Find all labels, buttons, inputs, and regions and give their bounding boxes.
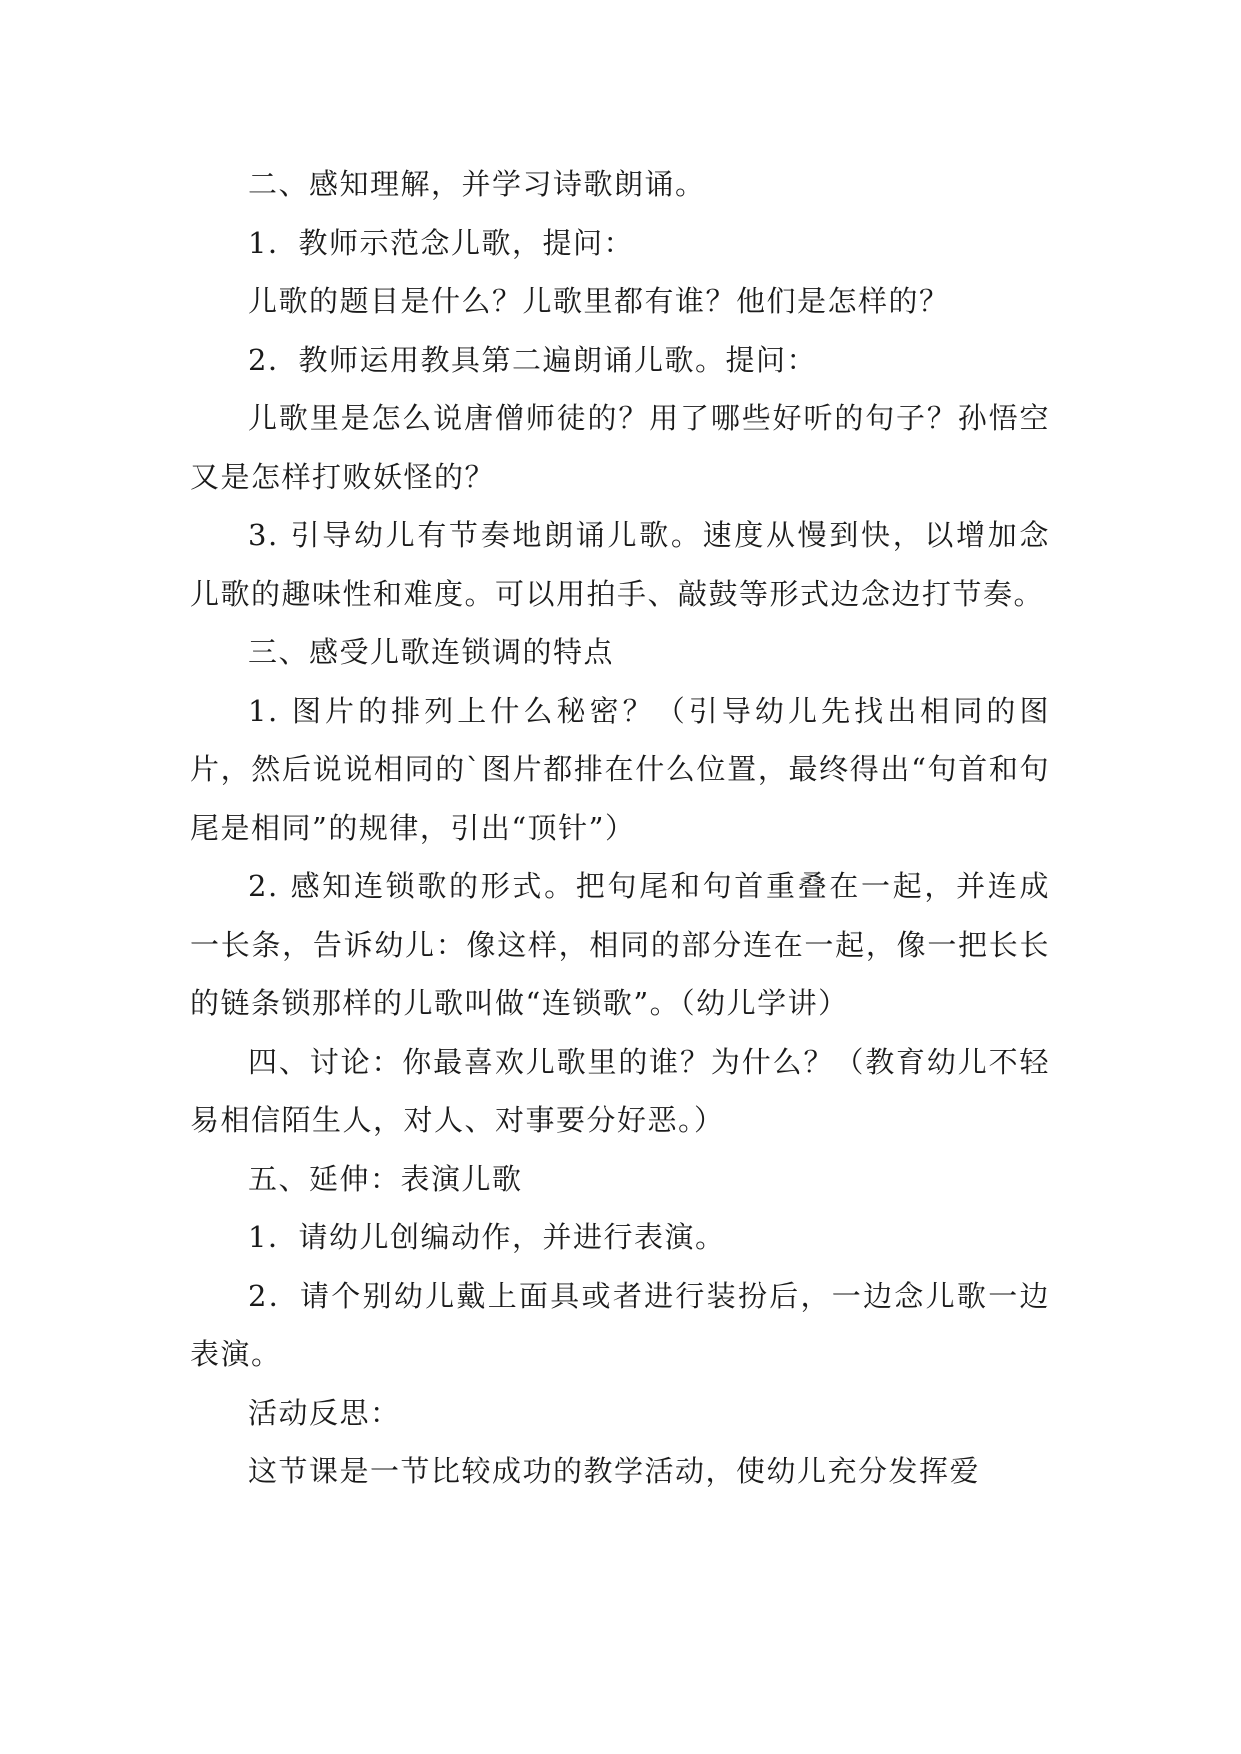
section-heading-perception: 二、感知理解，并学习诗歌朗诵。: [248, 167, 706, 201]
question-text: 儿歌的题目是什么？儿歌里都有谁？他们是怎样的？: [248, 284, 950, 318]
section-heading-chain-tune: 三、感受儿歌连锁调的特点: [248, 635, 615, 669]
section-heading-discussion: 四、讨论：你最喜欢儿歌里的谁？为什么？（教育幼儿不轻易相信陌生人，对人、对事要分好恶。）: [190, 1044, 1050, 1137]
step-rhythm-reading: 3. 引导幼儿有节奏地朗诵儿歌。速度从慢到快，以增加念儿歌的趣味性和难度。可以用拍手、敲鼓等形式边念边打节奏。: [190, 518, 1050, 611]
step-teacher-demo: 1．教师示范念儿歌，提问：: [248, 225, 634, 260]
document-body: [190, 155, 1050, 1501]
step-picture-secret: 1. 图片的排列上什么秘密？（引导幼儿先找出相同的图片，然后说说相同的`图片都排在什么位置，最终得出“句首和句尾是相同”的规律，引出“顶针”）: [190, 693, 1050, 845]
reflection-heading: 活动反思：: [248, 1395, 401, 1430]
step-chain-song-form: 2. 感知连锁歌的形式。把句尾和句首重叠在一起，并连成一长条，告诉幼儿：像这样，相同的部分连在一起，像一把长长的链条锁那样的儿歌叫做“连锁歌”。（幼儿学讲）: [190, 869, 1050, 1020]
reflection-text: 这节课是一节比较成功的教学活动，使幼儿充分发挥爱: [248, 1454, 981, 1488]
question-text: 儿歌里是怎么说唐僧师徒的？用了哪些好听的句子？孙悟空又是怎样打败妖怪的？: [190, 401, 1050, 494]
step-mask-performance: 2．请个别幼儿戴上面具或者进行装扮后，一边念儿歌一边表演。: [190, 1278, 1050, 1371]
section-heading-extension: 五、延伸：表演儿歌: [248, 1161, 523, 1196]
step-create-actions: 1．请幼儿创编动作，并进行表演。: [248, 1220, 726, 1254]
step-second-reading: 2．教师运用教具第二遍朗诵儿歌。提问：: [248, 342, 817, 377]
